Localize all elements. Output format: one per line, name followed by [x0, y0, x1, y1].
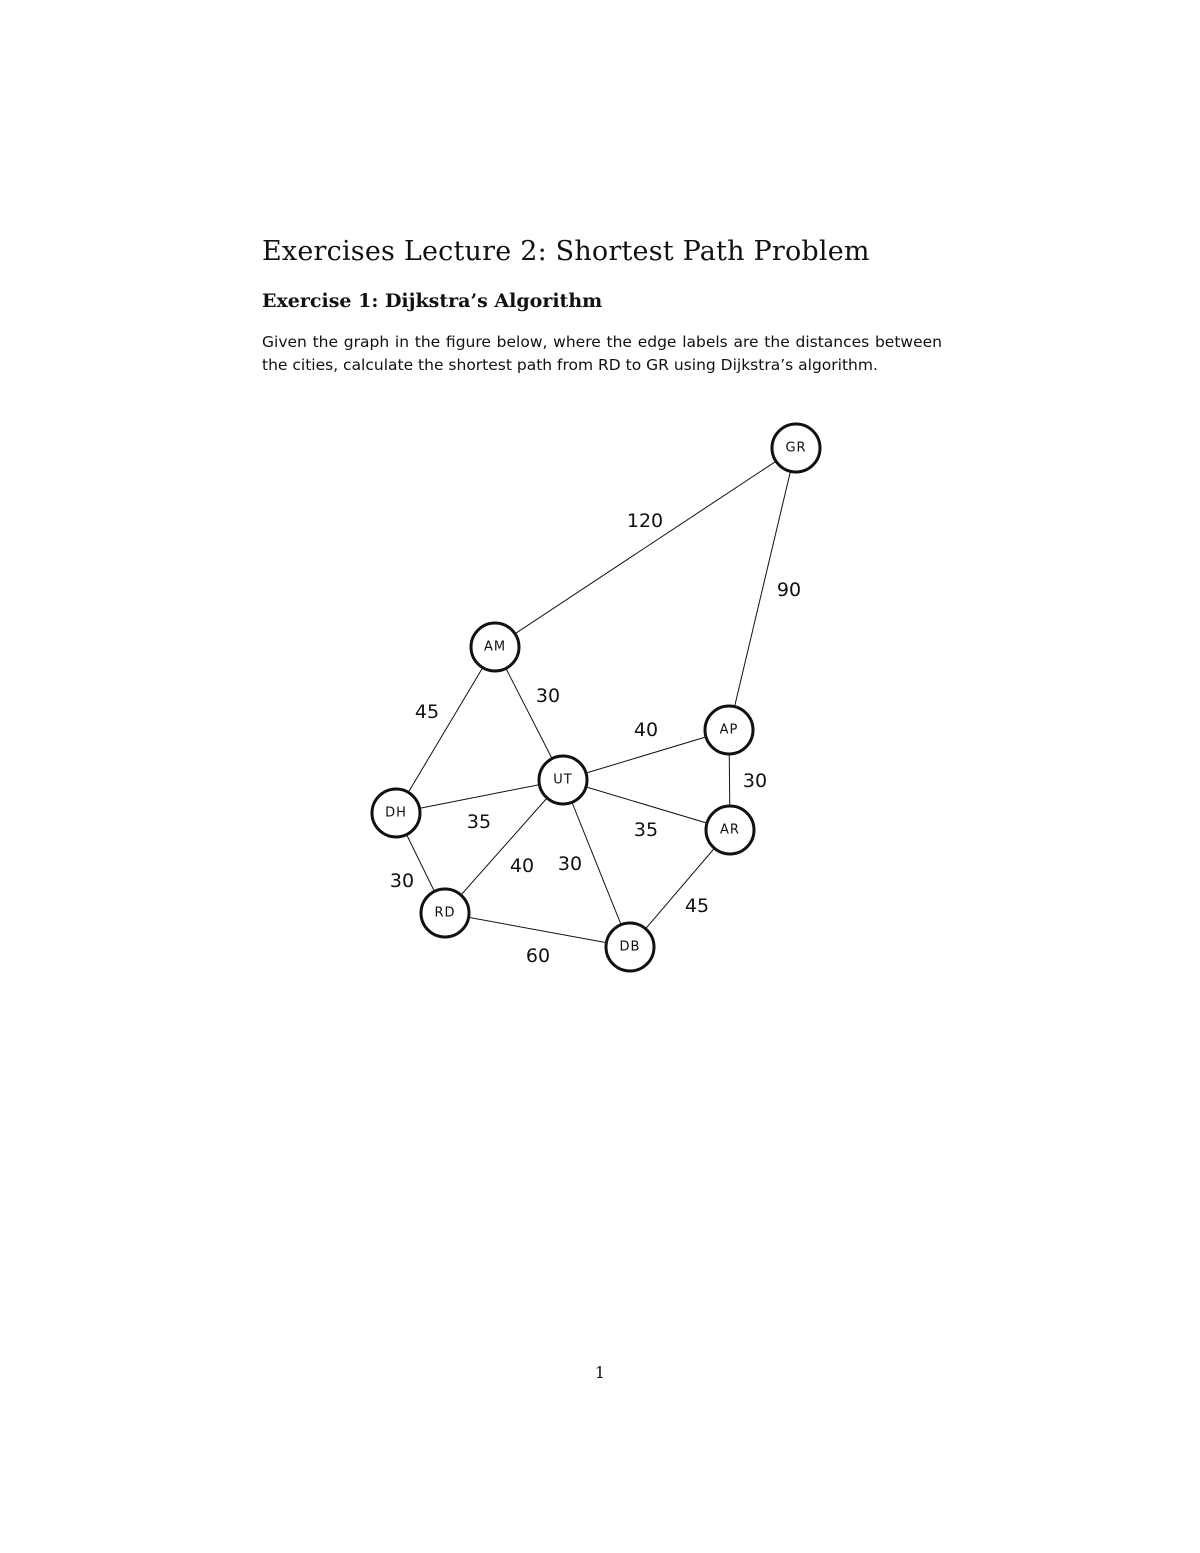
node-ar-label: AR: [720, 822, 740, 838]
node-db: [606, 923, 654, 971]
node-am: [471, 623, 519, 671]
weight-dh-ut: 35: [466, 811, 492, 833]
weight-db-ar: 45: [684, 895, 710, 917]
weight-ap-gr: 90: [776, 579, 802, 601]
node-ut: [539, 756, 587, 804]
weight-dh-am: 45: [414, 701, 440, 723]
weight-ut-ap: 40: [633, 719, 659, 741]
node-dh-label: DH: [385, 805, 407, 821]
page-title: Exercises Lecture 2: Shortest Path Problem: [262, 236, 870, 267]
edge-dh-am: [396, 647, 495, 813]
node-rd: [421, 889, 469, 937]
weight-rd-ut: 40: [509, 855, 535, 877]
exercise-heading: Exercise 1: Dijkstra’s Algorithm: [262, 290, 603, 312]
node-ar: [706, 806, 754, 854]
node-ut-label: UT: [553, 772, 573, 788]
node-ap: [705, 706, 753, 754]
weight-ap-ar: 30: [742, 770, 768, 792]
weight-dh-rd: 30: [389, 870, 415, 892]
exercise-text: Given the graph in the figure below, where the edge labels are the distances between the cities, calculate the shortest path from RD to GR using Dijkstra’s algorithm.: [262, 333, 942, 374]
node-ap-label: AP: [719, 722, 739, 738]
page-number: 1: [594, 1363, 606, 1382]
edge-am-gr: [495, 448, 796, 647]
node-db-label: DB: [619, 939, 641, 955]
node-rd-label: RD: [434, 905, 456, 921]
weight-ut-ar: 35: [633, 819, 659, 841]
weight-am-ut: 30: [535, 685, 561, 707]
node-gr-label: GR: [785, 440, 807, 456]
node-gr: [772, 424, 820, 472]
node-am-label: AM: [483, 639, 507, 655]
weight-rd-db: 60: [525, 945, 551, 967]
weight-am-gr: 120: [626, 510, 664, 532]
edge-rd-db: [445, 913, 630, 947]
node-dh: [372, 789, 420, 837]
weight-ut-db: 30: [557, 853, 583, 875]
